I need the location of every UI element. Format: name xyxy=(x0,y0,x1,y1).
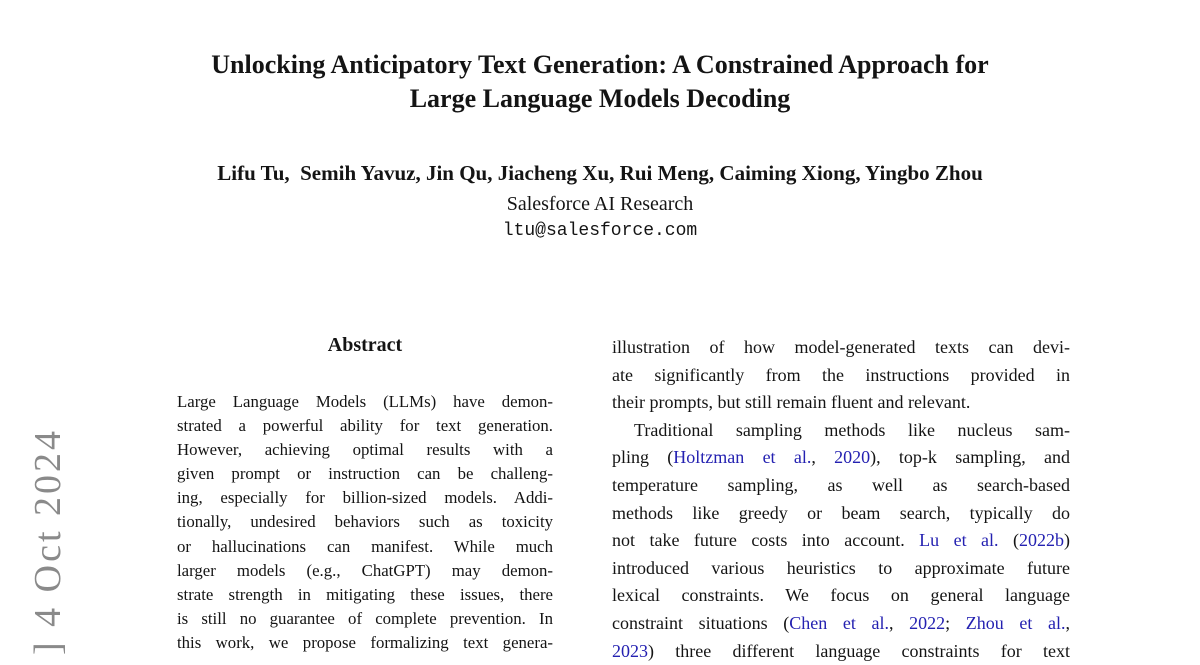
citation-link[interactable]: Chen et al. xyxy=(789,612,889,633)
text-line: given prompt or instruction can be challeng- xyxy=(177,464,553,484)
text-line: illustration of how model-generated texts can devi- xyxy=(612,337,1070,357)
author-list: Lifu Tu, Semih Yavuz, Jin Qu, Jiacheng Xu, Rui Meng, Caiming Xiong, Yingbo Zhou xyxy=(217,161,983,185)
text-line: pling (Holtzman et al., 2020), top-k sampling, and xyxy=(612,447,1070,468)
citation-link[interactable]: Holtzman et al. xyxy=(673,447,812,468)
text-line: 2023) three different language constraints for text xyxy=(612,640,1070,661)
text-line: introduced various heuristics to approximate future xyxy=(612,557,1070,578)
paper-title-line1: Unlocking Anticipatory Text Generation: A Constrained Approach for xyxy=(211,50,989,79)
text-line: strate strength in mitigating these issues, there xyxy=(177,584,553,604)
text-line: ate significantly from the instructions provided in xyxy=(612,364,1070,385)
text-line: temperature sampling, as well as search-based xyxy=(612,474,1070,495)
text-line: this work, we propose formalizing text genera- xyxy=(177,632,553,652)
text-line: constraint situations (Chen et al., 2022; Zhou et al., xyxy=(612,612,1070,633)
contact-email: ltu@salesforce.com xyxy=(502,221,698,241)
abstract-text xyxy=(177,390,553,655)
text-line: lexical constraints. We focus on general language xyxy=(612,585,1070,606)
text-line: larger models (e.g., ChatGPT) may demon- xyxy=(177,560,553,580)
text-line: strated a powerful ability for text generation. xyxy=(177,416,553,436)
citation-link[interactable]: Zhou et al. xyxy=(965,612,1066,633)
paper-title-line2: Large Language Models Decoding xyxy=(409,83,791,113)
abstract-heading: Abstract xyxy=(327,334,403,356)
text-line: However, achieving optimal results with a xyxy=(177,440,553,460)
citation-link[interactable]: 2022b xyxy=(1019,530,1064,551)
text-line: methods like greedy or beam search, typically do xyxy=(612,502,1070,523)
affiliation: Salesforce AI Research xyxy=(506,193,694,215)
text-line: ing, especially for billion-sized models. Addi- xyxy=(177,488,553,508)
arxiv-date-stamp: ] 4 Oct 2024 xyxy=(27,427,69,655)
text-line: or hallucinations can manifest. While much xyxy=(177,536,553,556)
text-line: Large Language Models (LLMs) have demon- xyxy=(177,392,553,411)
citation-link[interactable]: Lu et al. xyxy=(919,530,999,551)
citation-link[interactable]: 2022 xyxy=(909,612,946,633)
text-line: Traditional sampling methods like nucleus sam- xyxy=(634,419,1070,440)
text-line: their prompts, but still remain fluent and relevant. xyxy=(612,392,971,413)
text-line: is still no guarantee of complete prevention. In xyxy=(177,608,553,628)
text-line: not take future costs into account. Lu et al. (2022b) xyxy=(612,530,1070,551)
text-line: tionally, undesired behaviors such as toxicity xyxy=(177,512,553,532)
paper-title xyxy=(0,48,1200,115)
citation-link[interactable]: 2020 xyxy=(834,447,871,468)
citation-link[interactable]: 2023 xyxy=(612,640,648,661)
introduction-text xyxy=(612,334,1070,665)
